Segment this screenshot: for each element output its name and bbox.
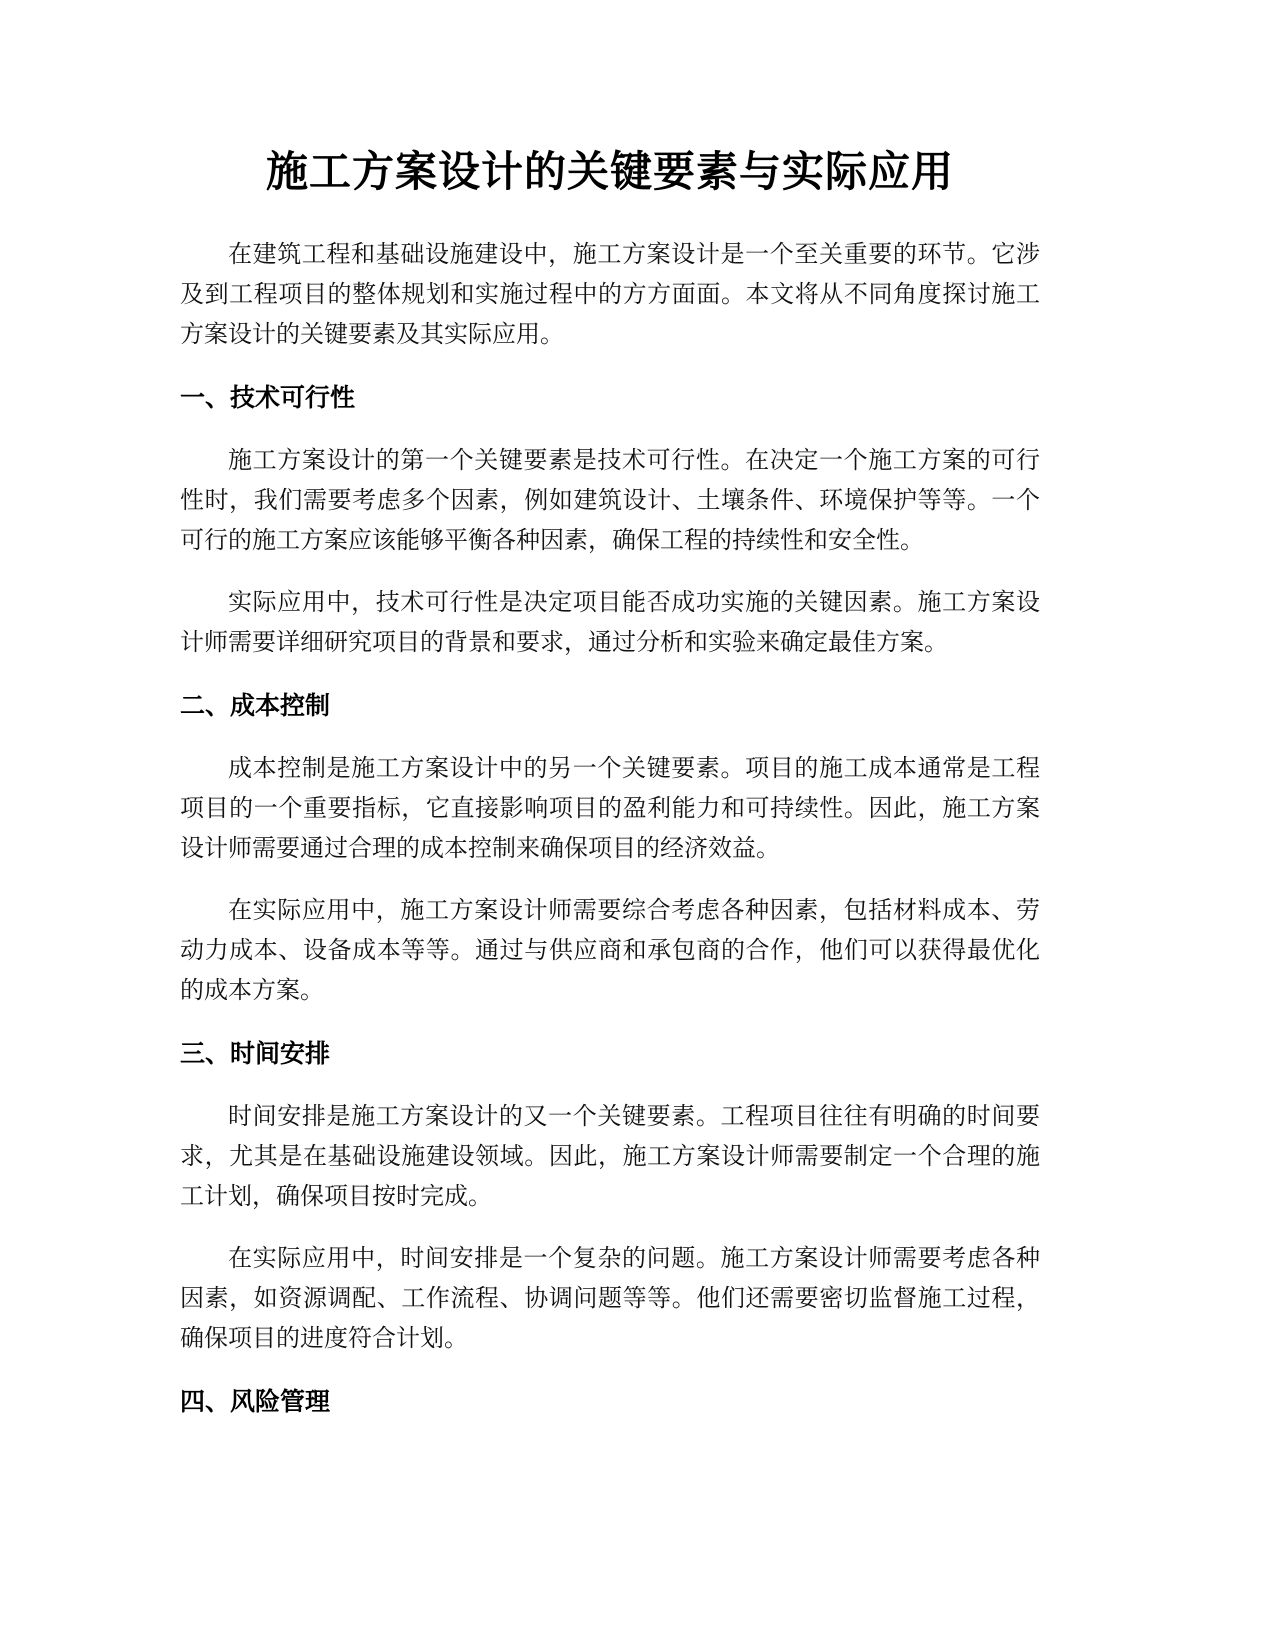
section-paragraph: 在实际应用中，时间安排是一个复杂的问题。施工方案设计师需要考虑各种因素，如资源调配、工作流程、协调问题等等。他们还需要密切监督施工过程，确保项目的进度符合计划。 [180, 1244, 1040, 1352]
section-heading: 二、成本控制 [180, 691, 331, 720]
section-heading: 四、风险管理 [180, 1387, 331, 1416]
section-technical-feasibility [180, 380, 1040, 662]
section-paragraph: 施工方案设计的第一个关键要素是技术可行性。在决定一个施工方案的可行性时，我们需要考虑多个因素，例如建筑设计、土壤条件、环境保护等等。一个可行的施工方案应该能够平衡各种因素，确保工程的持续性和安全性。 [180, 446, 1040, 554]
section-time-scheduling [180, 1036, 1040, 1358]
intro-block [180, 234, 1040, 354]
document-title: 施工方案设计的关键要素与实际应用 [265, 147, 954, 196]
section-risk-management [180, 1384, 1040, 1420]
intro-paragraph: 在建筑工程和基础设施建设中，施工方案设计是一个至关重要的环节。它涉及到工程项目的整体规划和实施过程中的方方面面。本文将从不同角度探讨施工方案设计的关键要素及其实际应用。 [180, 240, 1040, 348]
document-page [180, 140, 1040, 1444]
section-paragraph: 实际应用中，技术可行性是决定项目能否成功实施的关键因素。施工方案设计师需要详细研究项目的背景和要求，通过分析和实验来确定最佳方案。 [180, 588, 1040, 656]
section-paragraph: 时间安排是施工方案设计的又一个关键要素。工程项目往往有明确的时间要求，尤其是在基础设施建设领域。因此，施工方案设计师需要制定一个合理的施工计划，确保项目按时完成。 [180, 1102, 1040, 1210]
section-heading: 三、时间安排 [180, 1039, 331, 1068]
section-heading: 一、技术可行性 [180, 383, 356, 412]
section-cost-control [180, 688, 1040, 1010]
section-paragraph: 成本控制是施工方案设计中的另一个关键要素。项目的施工成本通常是工程项目的一个重要指标，它直接影响项目的盈利能力和可持续性。因此，施工方案设计师需要通过合理的成本控制来确保项目的经济效益。 [180, 754, 1040, 862]
section-paragraph: 在实际应用中，施工方案设计师需要综合考虑各种因素，包括材料成本、劳动力成本、设备成本等等。通过与供应商和承包商的合作，他们可以获得最优化的成本方案。 [180, 896, 1040, 1004]
